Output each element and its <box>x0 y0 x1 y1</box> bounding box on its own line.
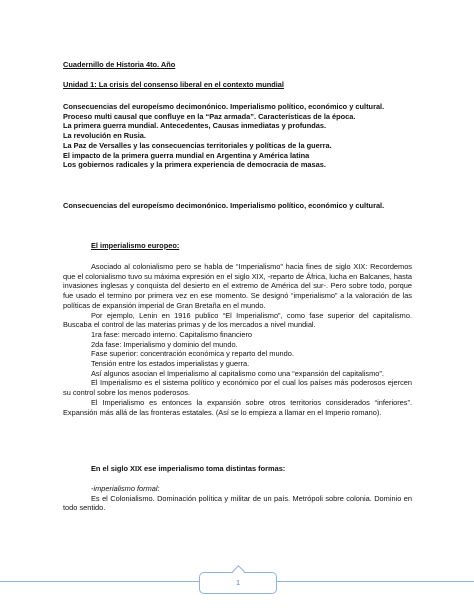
topic-item: Los gobiernos radicales y la primera experiencia de democracia de masas. <box>63 160 326 170</box>
topic-item: Proceso multi causal que confluye en la “Paz armada”. Características de la época. <box>63 111 356 121</box>
page-number-box <box>199 572 277 594</box>
list-item: Fase superior: concentración económica y reparto del mundo. <box>91 349 294 359</box>
topic-item: La Paz de Versalles y las consecuencias territoriales y políticas de la guerra. <box>63 140 332 150</box>
paragraph: Es el Colonialismo. Dominación política y militar de un país. Metrópoli sobre colonia. Dominio en todo sentido. <box>63 493 412 513</box>
unit-heading: Unidad 1: La crisis del consenso liberal en el contexto mundial <box>63 80 284 89</box>
paragraph: El Imperialismo es entonces la expansión sobre otros territorios considerados “inferiores”. Expansión más allá de las fronteras estatales. (Así se lo empieza a llamar en el Imperio romano). <box>63 397 412 417</box>
paragraph: El Imperialismo es el sistema político y económico por el cual los países más poderosos ejercen su control sobre los menos poderosos. <box>63 378 412 398</box>
topic-item: El impacto de la primera guerra mundial en Argentina y América latina <box>63 150 310 160</box>
paragraph: Así algunos asocian el Imperialismo al capitalismo como una “expansión del capitalismo”. <box>91 368 384 378</box>
list-item: 2da fase: Imperialismo y dominio del mundo. <box>91 339 238 349</box>
subitem-label: -imperialismo formal: <box>91 484 160 493</box>
page-number: 1 <box>235 578 241 587</box>
topics-list <box>63 102 412 170</box>
list-item: 1ra fase: mercado interno. Capitalismo financiero <box>91 329 253 339</box>
list-item: Tensión entre los estados imperialistas y guerra. <box>91 359 250 369</box>
topic-item: La primera guerra mundial. Antecedentes, Causas inmediatas y profundas. <box>63 121 326 131</box>
topic-item: Consecuencias del europeísmo decimonónico. Imperialismo político, económico y cultural. <box>63 102 385 111</box>
paragraph: Asociado al colonialismo pero se habla de “Imperialismo” hacia fines de siglo XIX: Recordemos que el colonialismo tuvo su máxima expresión en el siglo XIX, -reparto de África, lucha en Balcanes, hasta invasiones inglesas y conquista del desierto en el extremo de América del sur-. Pero sobre todo, porque fue usado el termino por primera vez en ese momento. Se designó “imperialismo” a la valoración de las políticas de expansión imperial de Gran Bretaña en el mundo. <box>63 262 412 310</box>
section-heading-forms: En el siglo XIX ese imperialismo toma distintas formas: <box>91 464 286 473</box>
topic-item: La revolución en Rusia. <box>63 131 146 141</box>
document-title: Cuadernillo de Historia 4to. Año <box>63 60 176 69</box>
paragraph: Por ejemplo, Lenin en 1916 publico “El Imperialismo”, como fase superior del capitalismo. Buscaba el control de las materias primas y de los mercados a nivel mundial. <box>63 310 412 330</box>
section-heading: Consecuencias del europeísmo decimonónico. Imperialismo político, económico y cultural. <box>63 201 385 210</box>
subheading: El imperialismo europeo: <box>91 241 180 250</box>
forms-section <box>63 484 412 513</box>
body-text <box>63 262 412 417</box>
